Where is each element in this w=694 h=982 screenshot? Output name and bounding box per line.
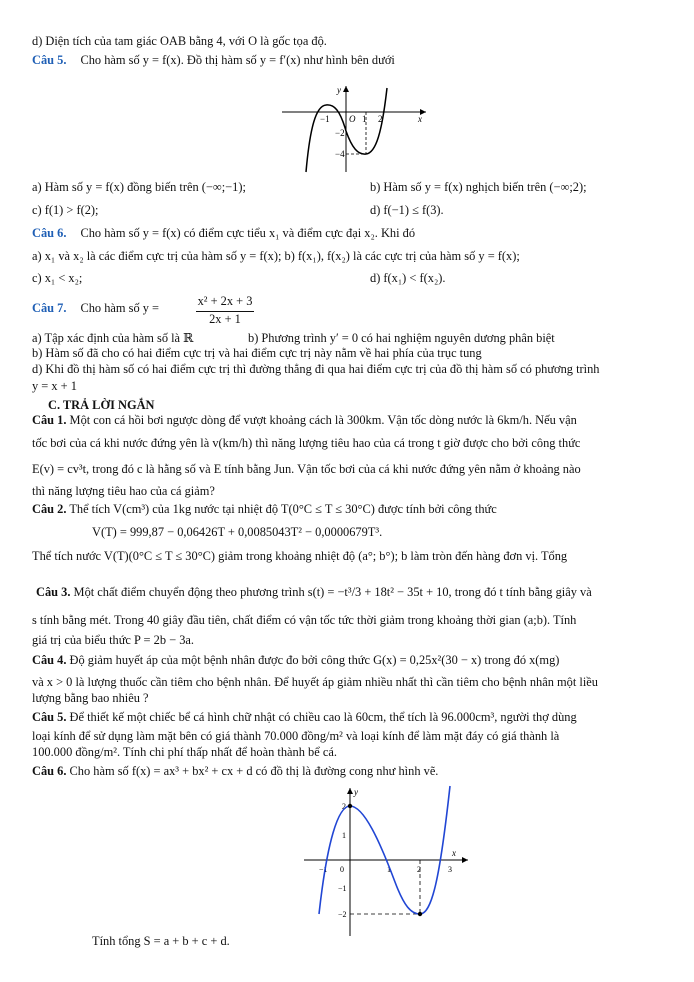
q5-option-a: a) Hàm số y = f(x) đồng biến trên (−∞;−1); (32, 180, 246, 194)
question-5-text: Cho hàm số y = f(x). Đồ thị hàm số y = f′(x) như hình bên dưới (80, 53, 395, 67)
section-c-heading: C. TRẢ LỜI NGẮN (48, 398, 155, 412)
q6-option-d: d) f(x₁) < f(x₂). (370, 271, 446, 285)
cubic-graph (300, 782, 475, 940)
graph1-y-label: y (337, 85, 341, 95)
graph2-y-label: y (354, 787, 358, 797)
question-6-text: Cho hàm số y = f(x) có điểm cực tiểu x₁ và điểm cực đại x₂. Khi đó (80, 226, 416, 240)
short-q4-line2: và x > 0 là lượng thuốc cần tiêm cho bệnh nhân. Để huyết áp giảm nhiều nhất thì cần tiêm cho bệnh nhân một liều (32, 675, 598, 689)
short-q1-line1 (32, 413, 577, 429)
short-q1-label: Câu 1. (32, 413, 67, 427)
question-6-label: Câu 6. (32, 226, 67, 240)
short-q6-line1 (32, 764, 438, 780)
short-q5-line1 (32, 710, 577, 726)
graph1-x-tick-1: 1 (362, 114, 367, 124)
graph2-x-tick-3: 3 (448, 865, 452, 874)
short-q5-line3: 100.000 đồng/m². Tính chi phí thấp nhất để hoàn thành bể cá. (32, 745, 337, 759)
graph2-x-arrow (462, 857, 468, 863)
short-q6-line2: Tính tổng S = a + b + c + d. (92, 934, 230, 948)
short-q5-text1: Để thiết kế một chiếc bể cá hình chữ nhật có chiều cao là 60cm, thể tích là 96.000cm³, người thợ dùng (69, 710, 577, 724)
graph2-curve (319, 786, 450, 914)
line-oab-area: d) Diện tích của tam giác OAB bằng 4, với O là gốc tọa độ. (32, 34, 327, 48)
q5-option-d: d) f(−1) ≤ f(3). (370, 203, 444, 217)
short-q2-line3: Thể tích nước V(T)(0°C ≤ T ≤ 30°C) giảm trong khoảng nhiệt độ (a°; b°); b làm tròn đến hàng đơn vị. Tổng (32, 549, 568, 563)
q7-option-a: a) Tập xác định của hàm số là ℝ (32, 331, 194, 345)
short-q6-label: Câu 6. (32, 764, 67, 778)
q7-option-d: d) Khi đồ thị hàm số có hai điểm cực trị thì đường thẳng đi qua hai điểm cực trị của đồ thị hàm số có phương trình (32, 362, 600, 376)
short-q4-line3: lượng bằng bao nhiêu ? (32, 691, 149, 705)
q7-option-d-eq: y = x + 1 (32, 379, 77, 393)
fraction-numerator: x² + 2x + 3 (196, 294, 254, 312)
short-q3-line2: s tính bằng mét. Trong 40 giây đầu tiên, chất điểm có vận tốc tức thời giảm trong khoảng thời gian (a;b). Tính (32, 613, 577, 627)
graph2-x-tick-neg1: −1 (319, 865, 328, 874)
graph1-origin-label: O (349, 114, 356, 124)
q7-option-b2: b) Hàm số đã cho có hai điểm cực trị và hai điểm cực trị này nằm về hai phía của trục tung (32, 346, 482, 360)
graph2-y-arrow (347, 788, 353, 794)
graph2-x-label: x (452, 848, 456, 858)
graph1-x-label: x (418, 114, 422, 124)
graph2-y-tick-neg2: −2 (338, 910, 347, 919)
short-q2-line1 (32, 502, 497, 518)
graph2-y-tick-1: 1 (342, 831, 346, 840)
graph2-x-tick-2: 2 (417, 865, 421, 874)
graph1-y-arrow (343, 86, 349, 92)
short-q1-line4: thì năng lượng tiêu hao của cá giảm? (32, 484, 215, 498)
question-7-label: Câu 7. (32, 301, 67, 315)
short-q2-formula: V(T) = 999,87 − 0,06426T + 0,0085043T² − 0,0000679T³. (92, 525, 383, 539)
question-7-text: Cho hàm số y = (80, 301, 160, 315)
question-7-fraction (196, 294, 254, 328)
question-5-label: Câu 5. (32, 53, 67, 67)
question-7-prompt (32, 301, 159, 317)
graph2-point-max (348, 804, 352, 808)
q5-option-c: c) f(1) > f(2); (32, 203, 99, 217)
short-q5-line2: loại kính để sử dụng làm mặt bên có giá thành 70.000 đồng/m² và loại kính để làm mặt đáy có giá thành là (32, 729, 560, 743)
short-q3-text1: Một chất điểm chuyển động theo phương trình s(t) = −t³/3 + 18t² − 35t + 10, trong đó t tính bằng giây và (73, 585, 592, 599)
short-q1-line3: E(v) = cv³t, trong đó c là hằng số và E tính bằng Jun. Vận tốc bơi của cá khi nước đứng yên nằm ở khoảng nào (32, 462, 581, 476)
graph1-y-tick-neg2: −2 (335, 128, 345, 138)
derivative-graph (280, 82, 430, 174)
graph2-x-tick-1: 1 (387, 865, 391, 874)
graph1-x-tick-neg1: −1 (320, 114, 330, 124)
short-q2-label: Câu 2. (32, 502, 67, 516)
short-q4-label: Câu 4. (32, 653, 67, 667)
q6-option-c: c) x₁ < x₂; (32, 271, 83, 285)
q5-option-b: b) Hàm số y = f(x) nghịch biến trên (−∞;2); (370, 180, 587, 194)
short-q3-line3: giá trị của biểu thức P = 2b − 3a. (32, 633, 194, 647)
fraction-denominator: 2x + 1 (209, 311, 241, 326)
short-q4-line1 (32, 653, 559, 669)
short-q6-text1: Cho hàm số f(x) = ax³ + bx² + cx + d có đồ thị là đường cong như hình vẽ. (69, 764, 439, 778)
graph1-x-tick-2: 2 (378, 114, 383, 124)
short-q1-text1: Một con cá hồi bơi ngược dòng để vượt khoảng cách là 300km. Vận tốc dòng nước là 6km/h. Nếu vận (69, 413, 577, 427)
short-q3-label: Câu 3. (36, 585, 71, 599)
graph2-point-min (418, 912, 422, 916)
q6-option-ab: a) x₁ và x₂ là các điểm cực trị của hàm số y = f(x); b) f(x₁), f(x₂) là các cực trị của hàm số y = f(x); (32, 249, 520, 263)
short-q2-text1: Thể tích V(cm³) của 1kg nước tại nhiệt độ T(0°C ≤ T ≤ 30°C) được tính bởi công thức (69, 502, 497, 516)
graph2-y-tick-neg1: −1 (338, 884, 347, 893)
short-q1-line2: tốc bơi của cá khi nước đứng yên là v(km/h) thì năng lượng tiêu hao của cá trong t giờ được cho bởi công thức (32, 436, 581, 450)
short-q3-line1 (36, 585, 592, 601)
q7-option-b: b) Phương trình y′ = 0 có hai nghiệm nguyên dương phân biệt (248, 331, 555, 345)
graph2-y-tick-2: 2 (342, 802, 346, 811)
graph1-y-tick-neg4: −4 (335, 149, 345, 159)
short-q5-label: Câu 5. (32, 710, 67, 724)
graph2-x-tick-0: 0 (340, 865, 344, 874)
question-6-prompt (32, 226, 415, 242)
short-q4-text1: Độ giảm huyết áp của một bệnh nhân được đo bởi công thức G(x) = 0,25x²(30 − x) trong đó x(mg) (69, 653, 560, 667)
question-5-prompt (32, 53, 395, 69)
